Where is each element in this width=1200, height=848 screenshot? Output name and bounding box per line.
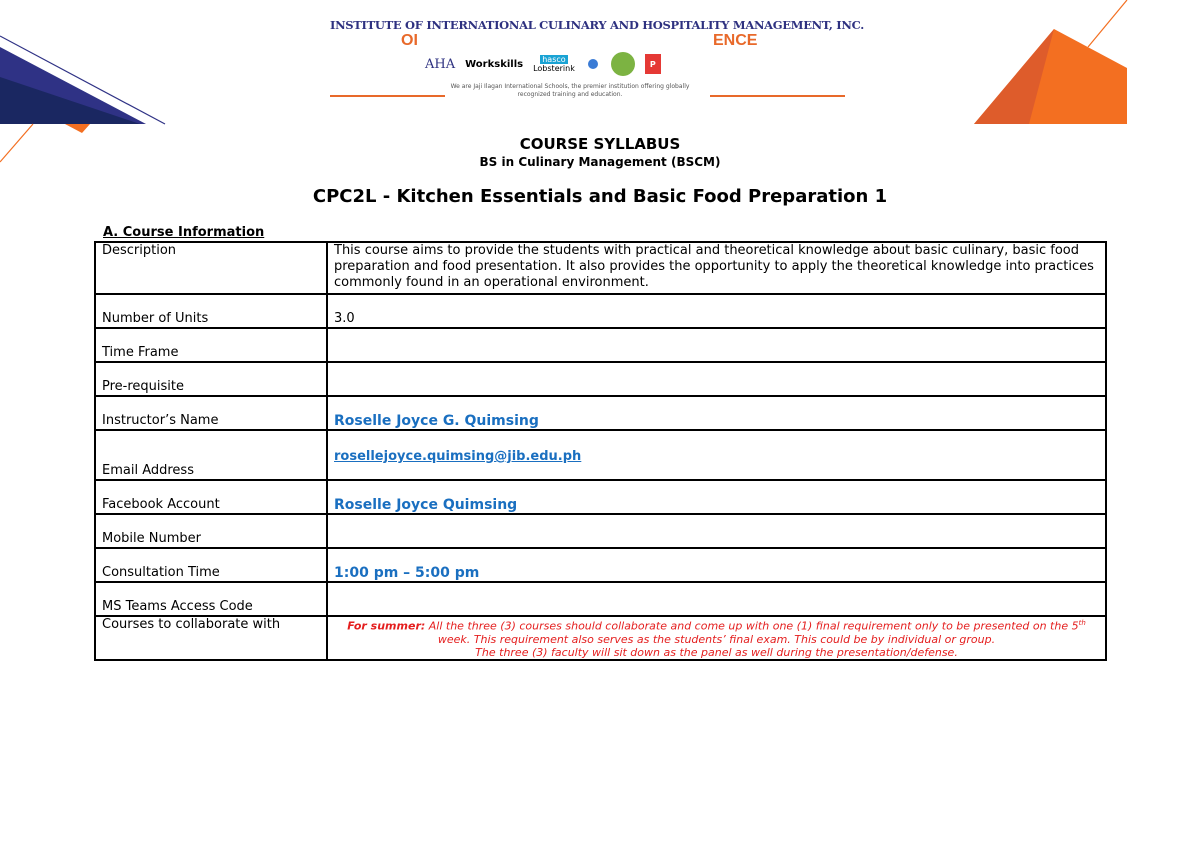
row-label: Number of Units (95, 294, 327, 328)
section-heading: A. Course Information (103, 225, 265, 240)
table-row (95, 328, 1106, 362)
row-label: Pre-requisite (95, 362, 327, 396)
row-label: Instructor’s Name (95, 396, 327, 430)
time-frame-value (327, 328, 1106, 362)
instructor-name-value: Roselle Joyce G. Quimsing (327, 396, 1106, 430)
banner-text-left: OI (401, 32, 418, 49)
row-label: Time Frame (95, 328, 327, 362)
table-row (95, 514, 1106, 548)
table-row (95, 430, 1106, 480)
workskills-logo: Workskills (465, 58, 524, 70)
email-link[interactable]: rosellejoyce.quimsing@jib.edu.ph (334, 449, 582, 464)
note-text: The three (3) faculty will sit down as the panel as well during the presentation/defense. (475, 645, 958, 659)
table-row (95, 616, 1106, 660)
description-value: This course aims to provide the students with practical and theoretical knowledge about basic culinary, basic food preparation and food presentation. It also provides the opportunity to apply the theoretical knowledge into practices commonly found in an operational environment. (327, 242, 1106, 294)
row-label: Email Address (95, 430, 327, 480)
tagline: We are Jaji Ilagan International Schools, the premier institution offering globally recognized training and education. (450, 83, 690, 98)
course-info-table (94, 241, 1107, 661)
prerequisite-value (327, 362, 1106, 396)
facebook-value: Roselle Joyce Quimsing (327, 480, 1106, 514)
note-bold: For summer: (347, 619, 426, 633)
row-label: Mobile Number (95, 514, 327, 548)
star-badge-logo (585, 54, 601, 74)
collaboration-note (327, 616, 1106, 660)
row-label: Consultation Time (95, 548, 327, 582)
note-sup: th (1078, 619, 1086, 627)
note-text: All the three (3) courses should collaborate and come up with one (1) final requirement only to be presented on the 5 (425, 619, 1079, 633)
aha-logo: AHA (425, 56, 456, 72)
row-label: MS Teams Access Code (95, 582, 327, 616)
right-orange-line (1088, 0, 1127, 47)
course-title: CPC2L - Kitchen Essentials and Basic Food Preparation 1 (312, 186, 888, 207)
mobile-value (327, 514, 1106, 548)
teams-code-value (327, 582, 1106, 616)
table-row (95, 362, 1106, 396)
partner-logos (425, 48, 661, 80)
table-row (95, 396, 1106, 430)
banner-text-right: ENCE (713, 32, 758, 49)
units-value: 3.0 (327, 294, 1106, 328)
note-text: week. This requirement also serves as the students’ final exam. This could be by individual or group. (437, 632, 996, 646)
table-row (95, 582, 1106, 616)
seal-logo (611, 52, 635, 76)
p-logo: P (645, 54, 661, 74)
consultation-value: 1:00 pm – 5:00 pm (327, 548, 1106, 582)
row-label: Description (95, 242, 327, 294)
table-row (95, 548, 1106, 582)
program-name: BS in Culinary Management (BSCM) (479, 155, 721, 169)
document-type: COURSE SYLLABUS (519, 135, 681, 153)
left-orange-shape (65, 124, 90, 133)
table-row (95, 294, 1106, 328)
table-row (95, 242, 1106, 294)
hasco-lobsterink-logo (533, 55, 575, 73)
hasco-text: hasco (542, 55, 566, 64)
row-label: Facebook Account (95, 480, 327, 514)
table-row (95, 480, 1106, 514)
email-cell (327, 430, 1106, 480)
institute-name: INSTITUTE OF INTERNATIONAL CULINARY AND HOSPITALITY MANAGEMENT, INC. (330, 18, 864, 32)
row-label: Courses to collaborate with (95, 616, 327, 660)
lobsterink-text: Lobsterink (533, 64, 575, 73)
